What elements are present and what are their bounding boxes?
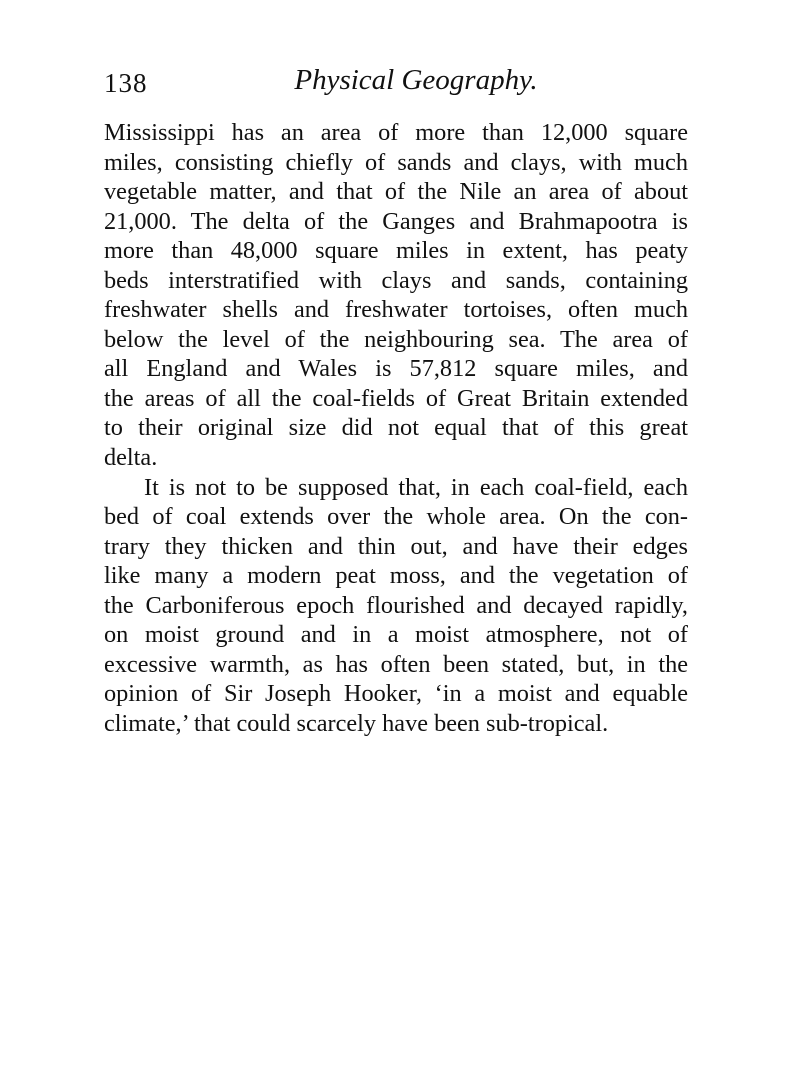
running-head xyxy=(104,64,688,108)
paragraph-1 xyxy=(104,118,688,473)
text-line: excessive warmth, as has often been stated, but, in the xyxy=(104,650,688,678)
text-line: climate,’ that could scarcely have been sub-tropical. xyxy=(104,709,609,737)
page-number: 138 xyxy=(104,68,148,98)
text-line: beds interstratified with clays and sands, containing xyxy=(104,266,688,294)
text-line: on moist ground and in a moist atmosphere, not of xyxy=(104,621,688,649)
text-line: miles, consisting chiefly of sands and clays, with much xyxy=(104,148,688,176)
text-line: 21,000. The delta of the Ganges and Brahmapootra is xyxy=(104,207,688,235)
text-line: trary they thicken and thin out, and have their edges xyxy=(104,532,688,560)
text-line: all England and Wales is 57,812 square miles, and xyxy=(104,355,688,383)
paragraph-2 xyxy=(104,473,688,739)
text-line: opinion of Sir Joseph Hooker, ‘in a moist and equable xyxy=(104,680,688,708)
body-text xyxy=(104,118,688,738)
text-line: the areas of all the coal-fields of Great Britain extended xyxy=(104,384,688,412)
text-line: Mississippi has an area of more than 12,000 square xyxy=(104,119,688,146)
text-line: below the level of the neighbouring sea. The area of xyxy=(104,325,688,353)
text-line: more than 48,000 square miles in extent, has peaty xyxy=(104,237,688,265)
running-title: Physical Geography. xyxy=(294,64,538,96)
text-line: vegetable matter, and that of the Nile an area of about xyxy=(104,178,688,206)
text-line: delta. xyxy=(104,444,158,472)
text-line: like many a modern peat moss, and the vegetation of xyxy=(104,562,688,590)
text-line: bed of coal extends over the whole area. On the con- xyxy=(104,503,688,531)
text-line: the Carboniferous epoch flourished and decayed rapidly, xyxy=(104,591,688,619)
text-line: freshwater shells and freshwater tortoises, often much xyxy=(104,296,688,324)
text-line: to their original size did not equal that of this great xyxy=(104,414,688,442)
text-line: It is not to be supposed that, in each coal-field, each xyxy=(144,473,688,501)
